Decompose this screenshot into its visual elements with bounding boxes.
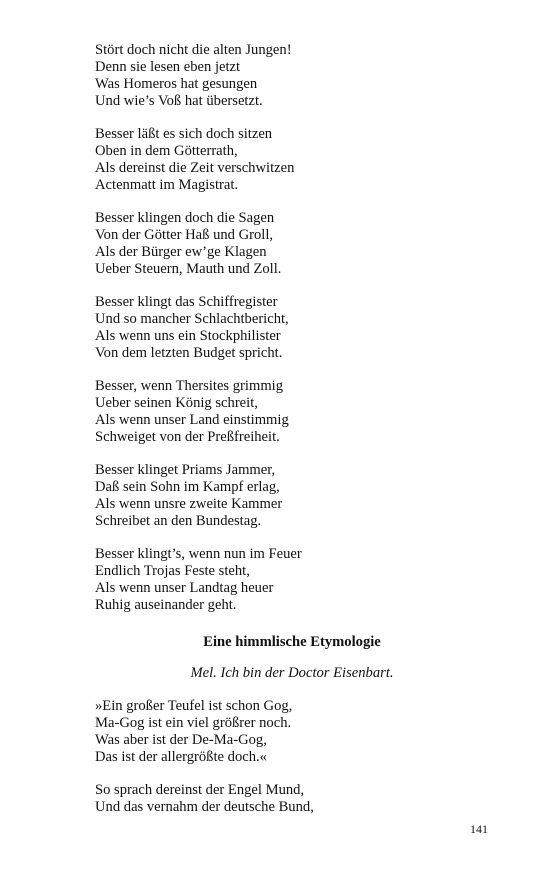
verse-line: Besser klingt das Schiffregister bbox=[95, 294, 278, 310]
stanza-4 bbox=[95, 294, 515, 362]
verse-line: Actenmatt im Magistrat. bbox=[95, 177, 239, 193]
verse-line: So sprach dereinst der Engel Mund, bbox=[95, 782, 305, 798]
verse-line: Von der Götter Haß und Groll, bbox=[95, 227, 274, 243]
verse-line: Und wie’s Voß hat übersetzt. bbox=[95, 93, 263, 109]
stanza-2 bbox=[95, 126, 515, 194]
verse-line: Was aber ist der De-Ma-Gog, bbox=[95, 732, 267, 748]
stanza-7 bbox=[95, 546, 515, 614]
verse-line: Und so mancher Schlachtbericht, bbox=[95, 311, 289, 327]
verse-line: Ma-Gog ist ein viel größrer noch. bbox=[95, 715, 292, 731]
stanza-8 bbox=[95, 698, 515, 766]
verse-line: Als dereinst die Zeit verschwitzen bbox=[95, 160, 295, 176]
verse-line: Als wenn unser Land einstimmig bbox=[95, 412, 289, 428]
verse-line: Als wenn unser Landtag heuer bbox=[95, 580, 274, 596]
verse-line: Besser klinget Priams Jammer, bbox=[95, 462, 276, 478]
verse-line: Das ist der allergrößte doch.« bbox=[95, 749, 267, 765]
verse-line: Und das vernahm der deutsche Bund, bbox=[95, 799, 314, 815]
stanza-9 bbox=[95, 782, 515, 816]
stanza-5 bbox=[95, 378, 515, 446]
page-number: 141 bbox=[470, 822, 488, 836]
verse-line: Daß sein Sohn im Kampf erlag, bbox=[95, 479, 280, 495]
verse-line: Oben in dem Götterrath, bbox=[95, 143, 238, 159]
stanza-3 bbox=[95, 210, 515, 278]
stanza-6 bbox=[95, 462, 515, 530]
verse-line: Besser, wenn Thersites grimmig bbox=[95, 378, 284, 394]
verse-line: Als wenn unsre zweite Kammer bbox=[95, 496, 283, 512]
verse-line: Stört doch nicht die alten Jungen! bbox=[95, 42, 292, 58]
poem-title: Eine himmlische Etymologie bbox=[203, 634, 381, 650]
stanza-1 bbox=[95, 42, 515, 110]
verse-line: Als der Bürger ew’ge Klagen bbox=[95, 244, 267, 260]
verse-line: Ueber seinen König schreit, bbox=[95, 395, 258, 411]
verse-line: Ruhig auseinander geht. bbox=[95, 597, 237, 613]
verse-line: Was Homeros hat gesungen bbox=[95, 76, 258, 92]
verse-line: Endlich Trojas Feste steht, bbox=[95, 563, 250, 579]
verse-line: Besser läßt es sich doch sitzen bbox=[95, 126, 273, 142]
verse-line: Besser klingt’s, wenn nun im Feuer bbox=[95, 546, 302, 562]
verse-line: Schreibet an den Bundestag. bbox=[95, 513, 262, 529]
verse-line: Ueber Steuern, Mauth und Zoll. bbox=[95, 261, 282, 277]
poem-subtitle: Mel. Ich bin der Doctor Eisenbart. bbox=[190, 665, 394, 681]
verse-line: »Ein großer Teufel ist schon Gog, bbox=[95, 698, 293, 714]
verse-line: Schweiget von der Preßfreiheit. bbox=[95, 429, 280, 445]
verse-line: Denn sie lesen eben jetzt bbox=[95, 59, 241, 75]
verse-line: Von dem letzten Budget spricht. bbox=[95, 345, 283, 361]
verse-line: Als wenn uns ein Stockphilister bbox=[95, 328, 281, 344]
verse-line: Besser klingen doch die Sagen bbox=[95, 210, 275, 226]
